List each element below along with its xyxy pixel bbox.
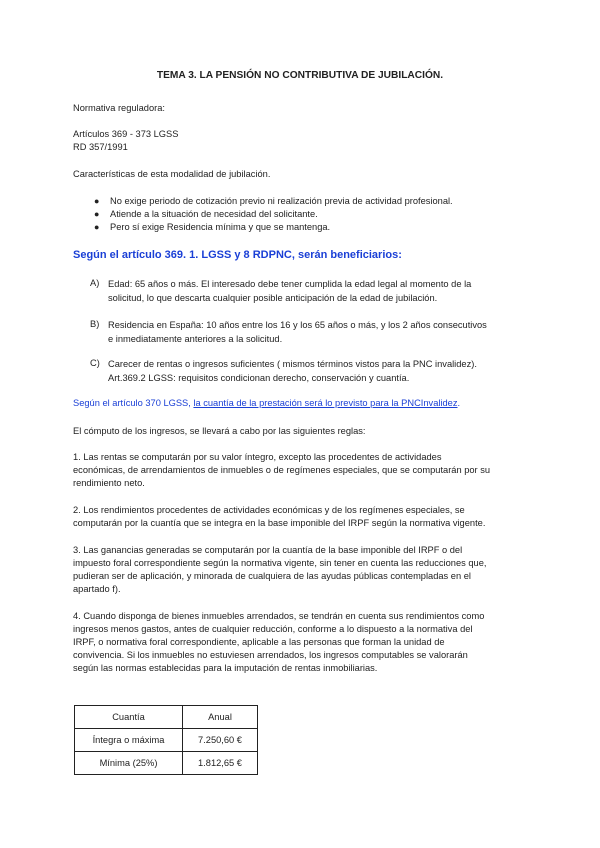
regla-line: 4. Cuando disponga de bienes inmuebles arrendados, se tendrán en cuenta sus rendimientos como — [73, 611, 485, 621]
regla-line: impuesto foral correspondiente según la normativa vigente, sin tener en cuenta las reducciones que, — [73, 558, 487, 568]
requisito-label: C) — [90, 358, 100, 368]
table-cell: 1.812,65 € — [183, 752, 258, 775]
regla-line: ingresos menos gastos, antes de cualquier reducción, conforme a lo dispuesto a la normativa del — [73, 624, 473, 634]
table-row — [75, 752, 258, 775]
table-cell: Íntegra o máxima — [75, 729, 183, 752]
regla-line: computarán por la cuantía que se integra en la base imponible del IRPF según la normativa vigente. — [73, 518, 486, 528]
regla-line: convivencia. Si los inmuebles no estuviesen arrendados, los ingresos computables se valorarán — [73, 650, 468, 660]
table-row — [75, 729, 258, 752]
bullet-item: Atiende a la situación de necesidad del solicitante. — [110, 209, 318, 219]
bullet-dot-icon: ● — [94, 222, 100, 232]
normativa-item: RD 357/1991 — [73, 142, 128, 152]
table-header-cell: Anual — [183, 706, 258, 729]
cuantia-pre: Según el artículo 370 LGSS, — [73, 398, 194, 408]
regla-line: rendimiento neto. — [73, 478, 145, 488]
computo-intro: El cómputo de los ingresos, se llevará a cabo por las siguientes reglas: — [73, 426, 366, 436]
bullet-dot-icon: ● — [94, 196, 100, 206]
regla-line: 1. Las rentas se computarán por su valor íntegro, excepto las procedentes de actividades — [73, 452, 442, 462]
regla-line: apartado f). — [73, 584, 121, 594]
cuantia-paragraph — [73, 398, 460, 408]
normativa-item: Artículos 369 - 373 LGSS — [73, 129, 179, 139]
regla-line: 2. Los rendimientos procedentes de actividades económicas y de los regímenes especiales, se — [73, 505, 465, 515]
requisito-line: Edad: 65 años o más. El interesado debe tener cumplida la edad legal al momento de la — [108, 279, 472, 289]
table-header-cell: Cuantía — [75, 706, 183, 729]
normativa-label: Normativa reguladora: — [73, 103, 165, 113]
table-cell: Mínima (25%) — [75, 752, 183, 775]
requisito-line: Art.369.2 LGSS: requisitos condicionan derecho, conservación y cuantía. — [108, 373, 410, 383]
requisito-line: e inmediatamente anteriores a la solicitud. — [108, 334, 283, 344]
requisito-line: Residencia en España: 10 años entre los 16 y los 65 años o más, y los 2 años consecutivos — [108, 320, 487, 330]
regla-line: 3. Las ganancias generadas se computarán por la cuantía de la base imponible del IRPF o del — [73, 545, 463, 555]
regla-line: IRPF, o normativa foral correspondiente, aplicable a las personas que forman la unidad de — [73, 637, 445, 647]
table-cell: 7.250,60 € — [183, 729, 258, 752]
caracteristicas-label: Características de esta modalidad de jubilación. — [73, 169, 271, 179]
bullet-item: Pero sí exige Residencia mínima y que se mantenga. — [110, 222, 331, 232]
cuantia-post: . — [457, 398, 461, 408]
cuantia-link[interactable]: la cuantía de la prestación será lo previsto para la PNCInvalidez — [193, 398, 458, 408]
requisito-line: Carecer de rentas o ingresos suficientes ( mismos términos vistos para la PNC invalidez). — [108, 359, 477, 369]
requisito-label: A) — [90, 278, 100, 288]
document-title: TEMA 3. LA PENSIÓN NO CONTRIBUTIVA DE JUBILACIÓN. — [156, 70, 444, 81]
requisito-label: B) — [90, 319, 100, 329]
regla-line: económicas, de arrendamientos de inmuebles o de regímenes especiales, que se computarán por su — [73, 465, 491, 475]
beneficiarios-heading: Según el artículo 369. 1. LGSS y 8 RDPNC, serán beneficiarios: — [73, 249, 402, 261]
cuantia-table — [74, 705, 258, 775]
bullet-item: No exige periodo de cotización previo ni realización previa de actividad profesional. — [110, 196, 453, 206]
bullet-dot-icon: ● — [94, 209, 100, 219]
table-header-row — [75, 706, 258, 729]
regla-line: según las normas establecidas para la imputación de rentas inmobiliarias. — [73, 663, 378, 673]
requisito-line: solicitud, lo que descarta cualquier posible anticipación de la edad de jubilación. — [108, 293, 438, 303]
regla-line: pudieran ser de aplicación, y minorada de cualquiera de las ayudas públicas contempladas en el — [73, 571, 471, 581]
